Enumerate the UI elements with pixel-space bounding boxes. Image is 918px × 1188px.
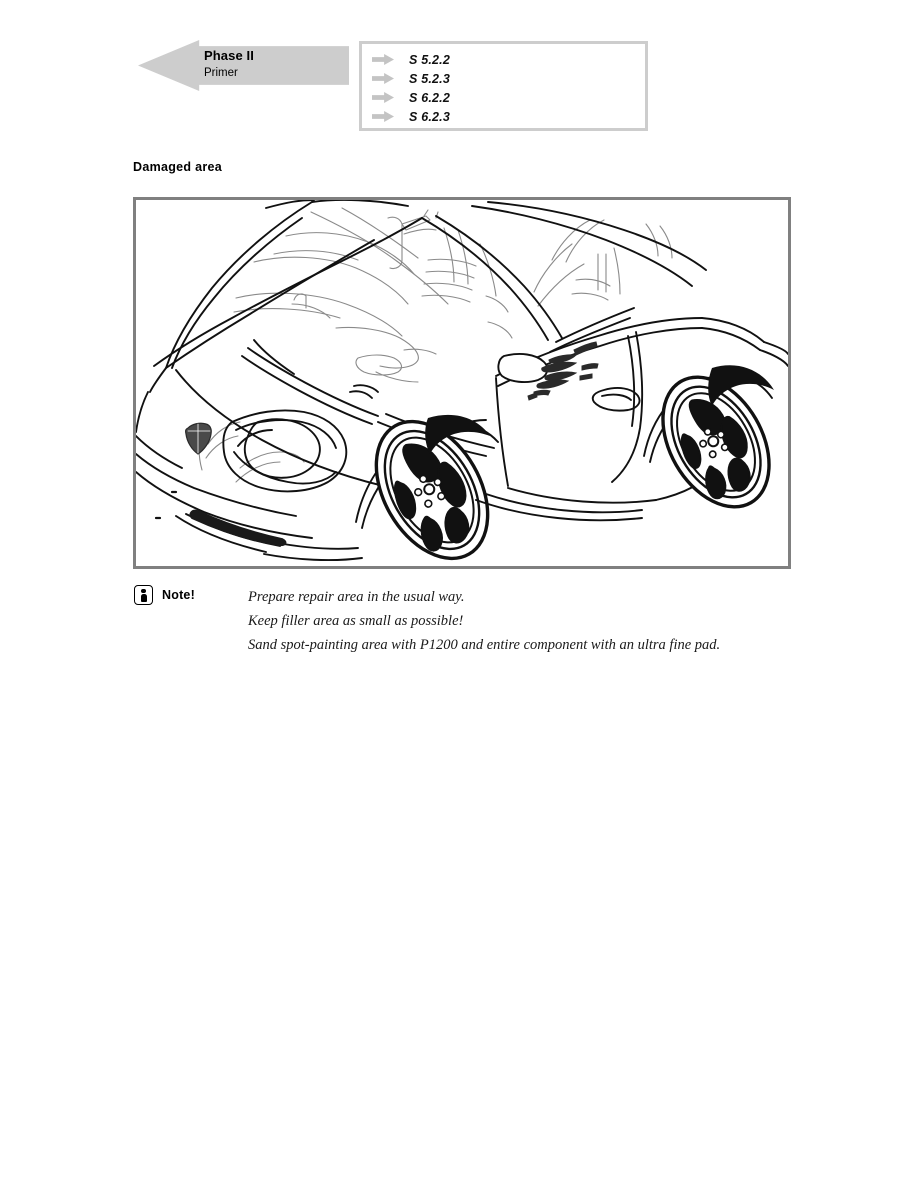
note-header	[134, 585, 195, 605]
phase-banner-text	[204, 48, 254, 81]
illustration-frame	[133, 197, 791, 569]
list-item[interactable]	[372, 88, 645, 107]
note-line: Keep filler area as small as possible!	[248, 613, 464, 629]
list-item[interactable]	[372, 69, 645, 88]
reference-label: S 6.2.3	[409, 109, 451, 124]
list-item[interactable]	[372, 107, 645, 126]
car-line-drawing	[136, 200, 788, 566]
phase-subtitle: Primer	[204, 67, 238, 79]
right-arrow-icon	[372, 73, 394, 84]
reference-label: S 6.2.2	[409, 90, 451, 105]
right-arrow-icon	[372, 111, 394, 122]
right-arrow-icon	[372, 54, 394, 65]
right-arrow-icon	[372, 92, 394, 103]
phase-title: Phase II	[204, 48, 254, 63]
reference-label: S 5.2.3	[409, 71, 451, 86]
phase-banner	[138, 40, 349, 91]
note-line: Prepare repair area in the usual way.	[248, 589, 465, 605]
note-info-icon	[134, 585, 153, 605]
reference-box	[359, 41, 648, 131]
reference-list	[362, 44, 645, 126]
reference-label: S 5.2.2	[409, 52, 451, 67]
note-label: Note!	[162, 588, 195, 602]
note-line: Sand spot-painting area with P1200 and entire component with an ultra fine pad.	[248, 637, 721, 653]
page-title: Damaged area	[133, 160, 223, 174]
note-lines	[248, 585, 720, 657]
list-item[interactable]	[372, 50, 645, 69]
